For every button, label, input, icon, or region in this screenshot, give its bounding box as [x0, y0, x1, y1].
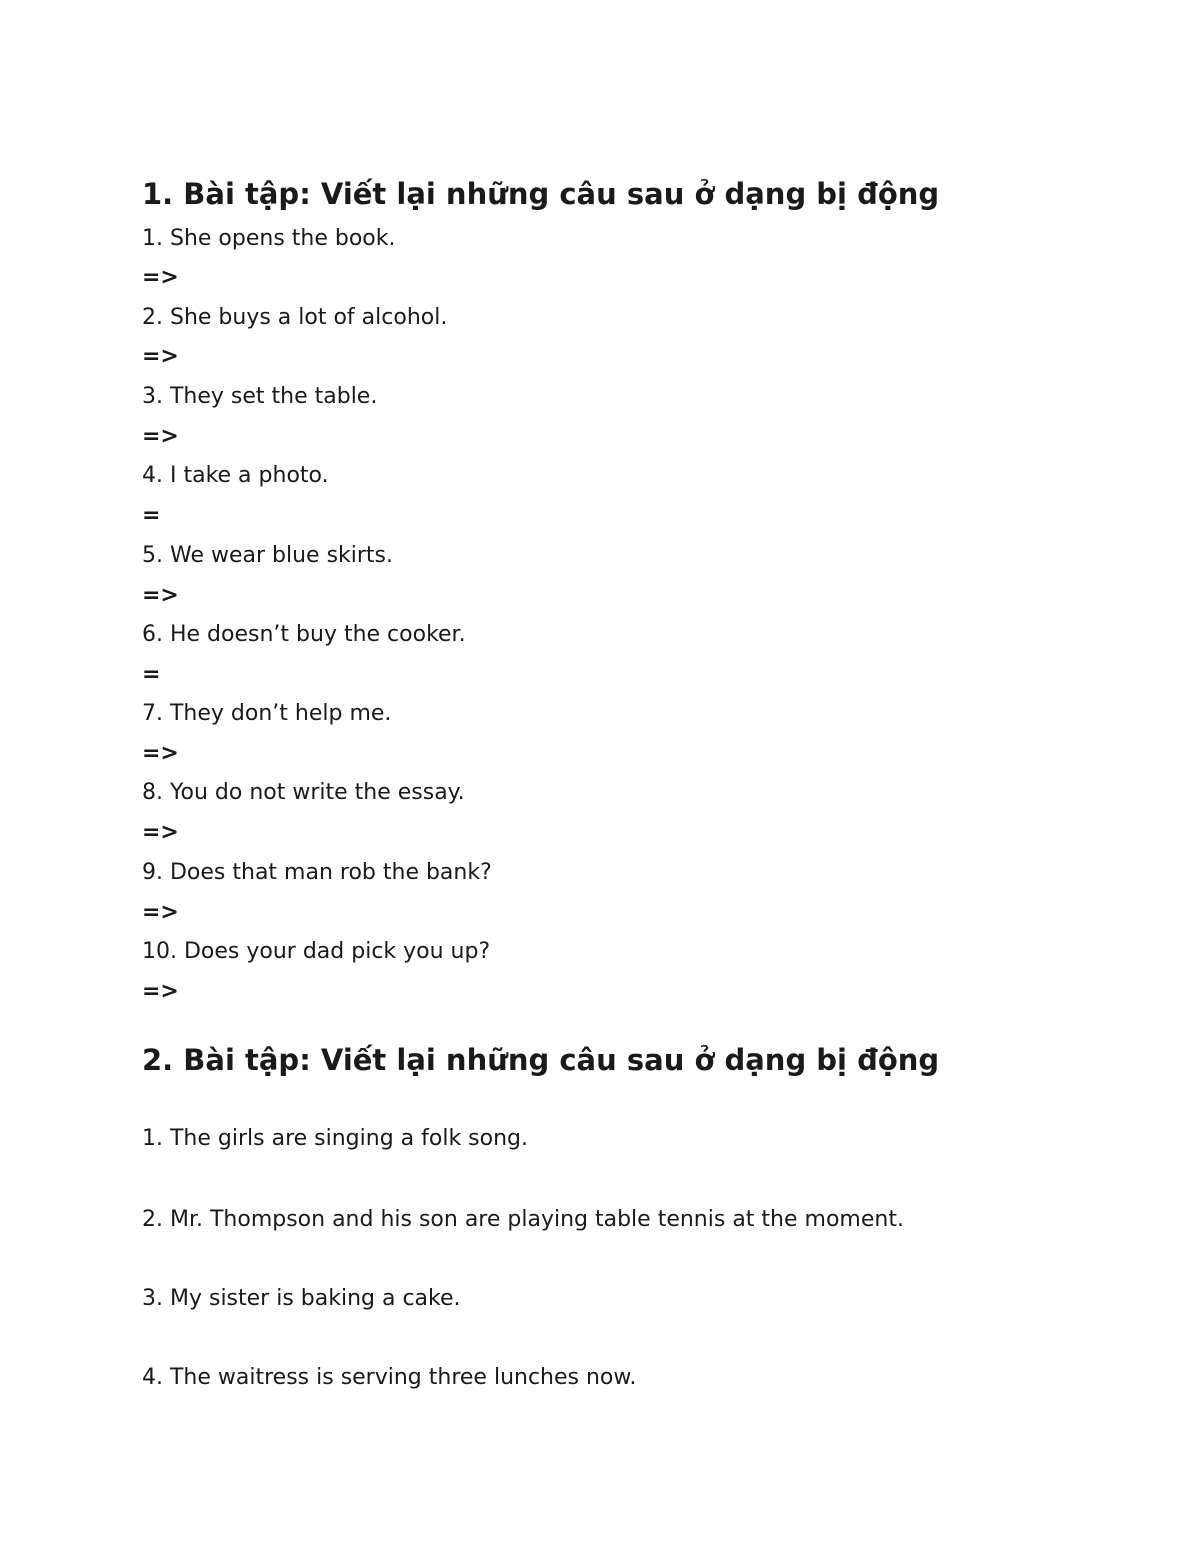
section-1-answer-5: => [142, 583, 179, 608]
section-1-sentence-5: 5. We wear blue skirts. [142, 543, 394, 568]
section-2-sentence-1: 1. The girls are singing a folk song. [142, 1126, 528, 1151]
section-2-heading: 2. Bài tập: Viết lại những câu sau ở dạng bị động [142, 1043, 940, 1077]
section-1-sentence-7: 7. They don’t help me. [142, 701, 392, 726]
section-1-answer-6: = [142, 662, 161, 687]
section-1-sentence-10: 10. Does your dad pick you up? [142, 939, 491, 964]
section-1-sentence-4: 4. I take a photo. [142, 463, 329, 488]
section-2-sentence-3: 3. My sister is baking a cake. [142, 1286, 461, 1311]
section-1-sentence-3: 3. They set the table. [142, 384, 378, 409]
section-1-sentence-8: 8. You do not write the essay. [142, 780, 465, 805]
section-1-sentence-2: 2. She buys a lot of alcohol. [142, 305, 448, 330]
section-1-answer-2: => [142, 344, 179, 369]
section-2-sentence-2: 2. Mr. Thompson and his son are playing table tennis at the moment. [142, 1207, 904, 1232]
section-1-answer-1: => [142, 265, 179, 290]
section-1-answer-4: = [142, 503, 161, 528]
section-1-answer-10: => [142, 979, 179, 1004]
section-1-sentence-9: 9. Does that man rob the bank? [142, 860, 492, 885]
section-1-answer-8: => [142, 820, 179, 845]
section-1-heading: 1. Bài tập: Viết lại những câu sau ở dạng bị động [142, 177, 940, 211]
section-1-answer-7: => [142, 741, 179, 766]
section-2-sentence-4: 4. The waitress is serving three lunches now. [142, 1365, 637, 1390]
section-1-answer-9: => [142, 900, 179, 925]
section-1-sentence-1: 1. She opens the book. [142, 226, 396, 251]
section-1-answer-3: => [142, 424, 179, 449]
section-1-sentence-6: 6. He doesn’t buy the cooker. [142, 622, 466, 647]
